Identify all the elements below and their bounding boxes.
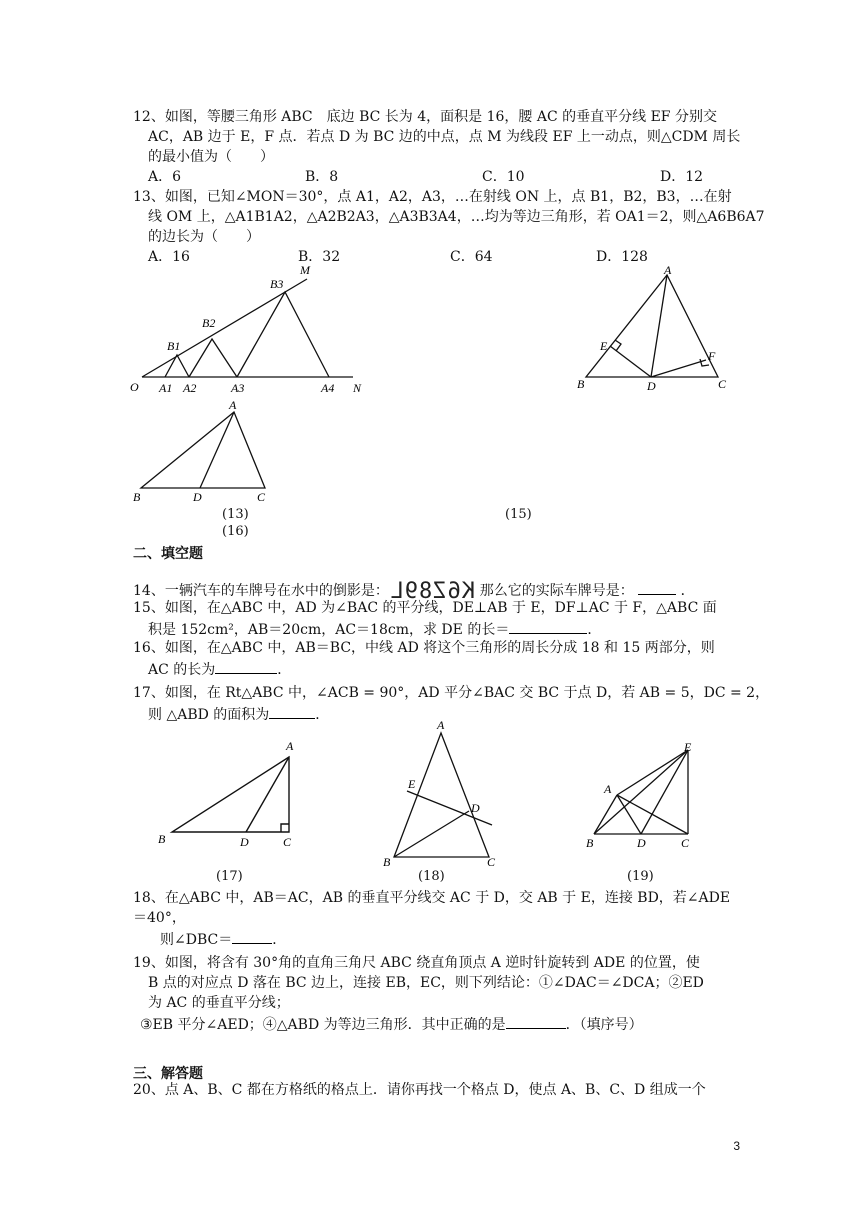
label-N: N bbox=[353, 381, 362, 395]
q13-option-c: C．64 bbox=[450, 249, 493, 265]
figure-18 bbox=[375, 718, 500, 870]
label-D: D bbox=[193, 490, 202, 504]
label-C: C bbox=[283, 835, 292, 849]
label-A2: A2 bbox=[183, 381, 197, 395]
section-2-heading: 二、填空题 bbox=[133, 546, 203, 562]
q12-option-a: A．6 bbox=[148, 169, 182, 185]
caption-16: (16) bbox=[222, 524, 249, 539]
q12-option-b: B．8 bbox=[305, 169, 339, 185]
page-number: 3 bbox=[733, 1139, 740, 1153]
q15-end: ． bbox=[587, 622, 602, 638]
q15-line1: 15、如图，在△ABC 中，AD 为∠BAC 的平分线，DE⊥AB 于 E，DF⊥AC 于 F，△ABC 面 bbox=[133, 600, 717, 616]
label-A: A bbox=[229, 398, 237, 412]
label-E: E bbox=[600, 339, 608, 353]
q16-line1: 16、如图，在△ABC 中，AB＝BC，中线 AD 将这个三角形的周长分成 18 和 15 两部分，则 bbox=[133, 640, 715, 656]
q15-line2 bbox=[148, 619, 601, 640]
q20-line1: 20、点 A、B、C 都在方格纸的格点上．请你再找一个格点 D，使点 A、B、C、D 组成一个 bbox=[133, 1082, 706, 1098]
q18-line3 bbox=[160, 929, 286, 950]
label-B2: B2 bbox=[202, 316, 216, 330]
label-C: C bbox=[257, 490, 266, 504]
label-B: B bbox=[383, 855, 391, 869]
q16-end: ． bbox=[277, 662, 292, 678]
label-B3: B3 bbox=[270, 277, 284, 291]
q17-end: ． bbox=[315, 707, 330, 723]
label-D: D bbox=[240, 835, 249, 849]
q13-line1: 13、如图，已知∠MON＝30°，点 A1，A2，A3，…在射线 ON 上，点 B1，B2，B3，…在射 bbox=[133, 189, 732, 205]
label-A: A bbox=[286, 739, 294, 753]
q19-line1: 19、如图，将含有 30°角的直角三角尺 ABC 绕直角顶点 A 逆时针旋转到 ADE 的位置，使 bbox=[133, 955, 700, 971]
q12-line2: AC，AB 边于 E，F 点．若点 D 为 BC 边的中点，点 M 为线段 EF 上一动点，则△CDM 周长 bbox=[148, 129, 741, 145]
q19-line4 bbox=[140, 1014, 643, 1035]
label-E: E bbox=[684, 740, 692, 754]
q17-text: 则 △ABD 的面积为 bbox=[148, 707, 270, 723]
q19-line2: B 点的对应点 D 落在 BC 边上，连接 EB，EC，则下列结论：①∠DAC＝∠DCA；②ED bbox=[148, 975, 704, 991]
label-M: M bbox=[300, 263, 310, 277]
label-B: B bbox=[586, 836, 594, 850]
q12-option-d: D．12 bbox=[660, 169, 704, 185]
label-A4: A4 bbox=[321, 381, 335, 395]
q16-blank[interactable] bbox=[215, 659, 277, 674]
q19-end: ．（填序号） bbox=[565, 1017, 643, 1033]
q16-text: AC 的长为 bbox=[148, 662, 216, 678]
label-A: A bbox=[664, 263, 672, 277]
q12-line1: 12、如图，等腰三角形 ABC 底边 BC 长为 4，面积是 16，腰 AC 的垂直平分线 EF 分别交 bbox=[133, 109, 717, 125]
q14-end: ． bbox=[680, 583, 695, 599]
q19-line3: 为 AC 的垂直平分线； bbox=[148, 995, 290, 1011]
label-O: O bbox=[130, 380, 139, 394]
figure-13 bbox=[125, 260, 375, 400]
q13-line2: 线 OM 上，△A1B1A2，△A2B2A3，△A3B3A4，…均为等边三角形，若 OA1＝2，则△A6B6A7 bbox=[148, 209, 765, 225]
q15-blank[interactable] bbox=[509, 619, 587, 634]
q14-blank[interactable] bbox=[638, 580, 676, 595]
q18-text: 则∠DBC＝ bbox=[160, 932, 233, 948]
q14-line bbox=[133, 579, 695, 604]
q12-option-c: C．10 bbox=[482, 169, 525, 185]
caption-13: (13) bbox=[222, 507, 249, 522]
q17-blank[interactable] bbox=[269, 704, 315, 719]
label-D: D bbox=[471, 801, 480, 815]
label-C: C bbox=[718, 377, 727, 391]
q18-line2: ＝40°， bbox=[133, 910, 186, 926]
q15-text: 积是 152cm²，AB＝20cm，AC＝18cm，求 DE 的长＝ bbox=[148, 622, 510, 638]
q13-line3: 的边长为（ ） bbox=[148, 229, 260, 245]
caption-18: (18) bbox=[418, 869, 445, 884]
label-C: C bbox=[681, 836, 690, 850]
label-D: D bbox=[647, 379, 656, 392]
q13-option-b: B．32 bbox=[298, 249, 341, 265]
label-A1: A1 bbox=[159, 381, 173, 395]
q14-before: 14、一辆汽车的车牌号在水中的倒影是： bbox=[133, 583, 389, 599]
q18-blank[interactable] bbox=[232, 929, 272, 944]
label-A: A bbox=[437, 718, 445, 732]
label-C: C bbox=[487, 855, 496, 869]
q19-text: ③EB 平分∠AED；④△ABD 为等边三角形．其中正确的是 bbox=[140, 1017, 506, 1033]
label-B1: B1 bbox=[167, 339, 181, 353]
figure-16 bbox=[125, 395, 285, 507]
q18-end: ． bbox=[272, 932, 287, 948]
q18-line1: 18、在△ABC 中，AB＝AC，AB 的垂直平分线交 AC 于 D，交 AB 于 E，连接 BD，若∠ADE bbox=[133, 890, 731, 906]
q19-blank[interactable] bbox=[506, 1014, 566, 1029]
figure-17 bbox=[152, 735, 312, 850]
caption-15: (15) bbox=[505, 507, 532, 522]
label-E: E bbox=[408, 777, 416, 791]
q13-option-a: A．16 bbox=[148, 249, 190, 265]
label-B: B bbox=[133, 490, 141, 504]
figure-15 bbox=[572, 262, 737, 392]
label-B: B bbox=[577, 377, 585, 391]
label-F: F bbox=[708, 349, 716, 363]
caption-17: (17) bbox=[216, 869, 243, 884]
q14-after: 那么它的实际车牌号是： bbox=[479, 583, 634, 599]
mirrored-plate: K6Z89L bbox=[389, 579, 476, 604]
q13-option-d: D．128 bbox=[596, 249, 648, 265]
label-A3: A3 bbox=[231, 381, 245, 395]
label-A: A bbox=[604, 782, 612, 796]
q17-line2 bbox=[148, 704, 329, 725]
q17-line1: 17、如图，在 Rt△ABC 中，∠ACB = 90°，AD 平分∠BAC 交 BC 于点 D，若 AB = 5，DC = 2， bbox=[133, 685, 770, 701]
label-B: B bbox=[158, 832, 166, 846]
label-D: D bbox=[637, 836, 646, 850]
caption-19: (19) bbox=[627, 869, 654, 884]
section-3-heading: 三、解答题 bbox=[133, 1066, 203, 1082]
q16-line2 bbox=[148, 659, 291, 680]
q12-line3: 的最小值为（ ） bbox=[148, 149, 274, 165]
figure-19 bbox=[580, 738, 705, 853]
